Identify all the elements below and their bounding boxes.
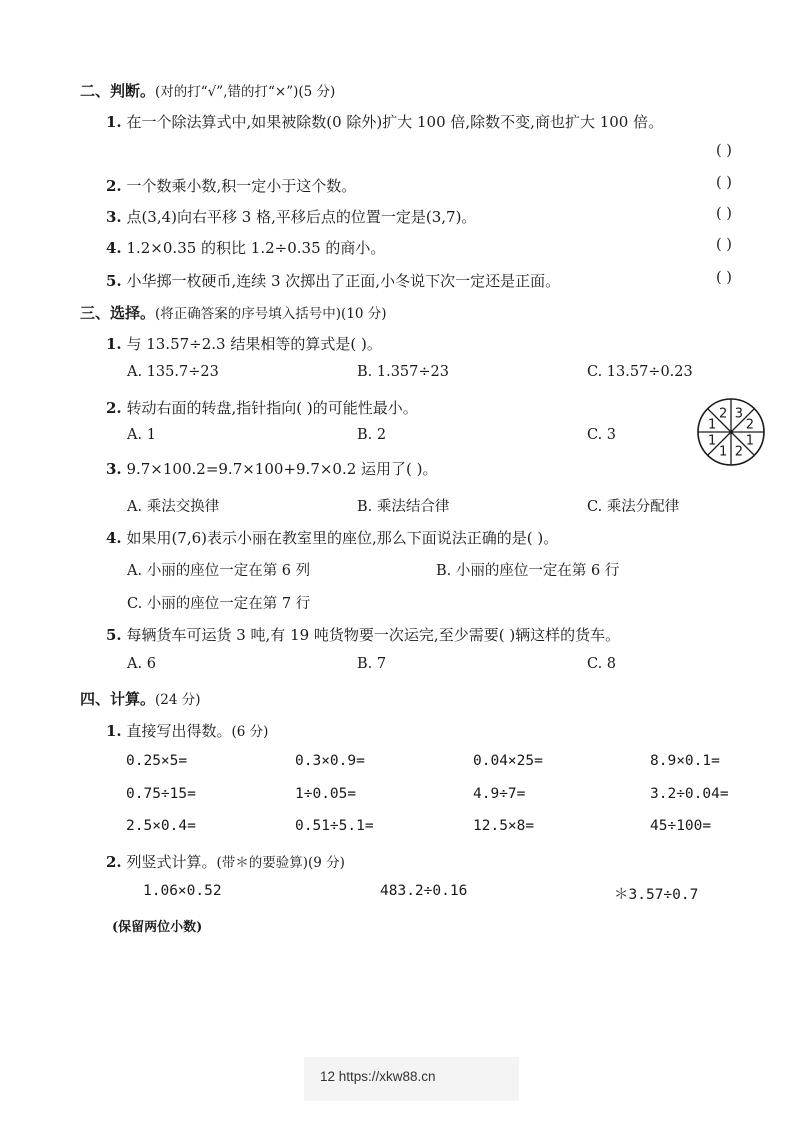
option-c[interactable]: C. 3: [587, 427, 617, 443]
section-4-note: (24 分): [155, 692, 201, 708]
spinner-sector-label: 1: [745, 433, 755, 449]
calc-cell: 0.3×0.9=: [295, 753, 365, 769]
option-a[interactable]: A. 乘法交换律: [127, 499, 220, 515]
choice-question-3: 3. 9.7×100.2=9.7×100+9.7×0.2 运用了( )。: [106, 460, 438, 478]
calc-part-2-heading: 2. 列竖式计算。(带＊的要验算)(9 分): [106, 853, 345, 871]
option-c[interactable]: C. 乘法分配律: [587, 499, 680, 515]
section-3-title: 三、选择。: [80, 304, 156, 322]
section-3-heading: [80, 302, 387, 323]
calc-cell: 0.04×25=: [473, 753, 543, 769]
vertical-calc-problem: 483.2÷0.16: [380, 883, 468, 899]
option-b[interactable]: B. 2: [357, 427, 387, 443]
calc-cell: 3.2÷0.04=: [650, 786, 729, 802]
judge-item-2: 2. 一个数乘小数,积一定小于这个数。: [106, 177, 357, 195]
vertical-calc-problem: 1.06×0.52: [143, 883, 222, 899]
answer-paren[interactable]: ( ): [716, 270, 732, 286]
calc-cell: 45÷100=: [650, 818, 712, 834]
page-footer: 12 https://xkw88.cn: [320, 1069, 436, 1084]
answer-paren[interactable]: ( ): [716, 143, 732, 159]
option-b[interactable]: B. 7: [357, 656, 387, 672]
vertical-calc-problem: ＊3.57÷0.7: [614, 887, 699, 903]
calc-cell: 12.5×8=: [473, 818, 535, 834]
choice-question-5: 5. 每辆货车可运货 3 吨,有 19 吨货物要一次运完,至少需要( )辆这样的货车。: [106, 626, 621, 644]
calc-cell: 8.9×0.1=: [650, 753, 720, 769]
spinner-sector-label: 1: [719, 444, 728, 460]
section-2-note: (对的打“√”,错的打“×”)(5 分): [155, 84, 336, 100]
option-a[interactable]: A. 小丽的座位一定在第 6 列: [127, 563, 311, 579]
option-b[interactable]: B. 乘法结合律: [357, 499, 450, 515]
spinner-sector-label: 3: [734, 406, 743, 422]
choice-question-4: 4. 如果用(7,6)表示小丽在教室里的座位,那么下面说法正确的是( )。: [106, 529, 559, 547]
spinner-sector-label: 1: [707, 433, 717, 449]
answer-paren[interactable]: ( ): [716, 237, 732, 253]
rounding-hint: (保留两位小数): [112, 920, 203, 935]
option-b[interactable]: B. 1.357÷23: [357, 364, 449, 380]
spinner-wheel: [693, 396, 769, 468]
spinner-sector-label: 2: [734, 444, 743, 460]
calc-cell: 2.5×0.4=: [126, 818, 196, 834]
judge-item-4: 4. 1.2×0.35 的积比 1.2÷0.35 的商小。: [106, 239, 386, 257]
section-2-title: 二、判断。: [80, 82, 156, 100]
judge-item-5: 5. 小华掷一枚硬币,连续 3 次掷出了正面,小冬说下次一定还是正面。: [106, 272, 561, 290]
calc-part-1-heading: 1. 直接写出得数。(6 分): [106, 722, 269, 740]
option-c[interactable]: C. 13.57÷0.23: [587, 364, 693, 380]
judge-item-1: 1. 在一个除法算式中,如果被除数(0 除外)扩大 100 倍,除数不变,商也扩大 100 倍。: [106, 113, 664, 131]
spinner-sector-label: 2: [745, 417, 755, 433]
calc-cell: 0.25×5=: [126, 753, 188, 769]
section-2-heading: [80, 80, 335, 101]
choice-question-2: 2. 转动右面的转盘,指针指向( )的可能性最小。: [106, 399, 418, 417]
calc-cell: 1÷0.05=: [295, 786, 357, 802]
calc-cell: 4.9÷7=: [473, 786, 526, 802]
option-b[interactable]: B. 小丽的座位一定在第 6 行: [436, 563, 620, 579]
option-a[interactable]: A. 6: [127, 656, 156, 672]
section-4-title: 四、计算。: [80, 690, 156, 708]
section-3-note: (将正确答案的序号填入括号中)(10 分): [155, 306, 387, 322]
spinner-sector-label: 2: [719, 406, 728, 422]
judge-item-3: 3. 点(3,4)向右平移 3 格,平移后点的位置一定是(3,7)。: [106, 208, 477, 226]
spinner-graphic: [698, 399, 764, 465]
option-c[interactable]: C. 小丽的座位一定在第 7 行: [127, 596, 311, 612]
spinner-sector-label: 1: [707, 417, 717, 433]
section-4-heading: [80, 688, 201, 709]
answer-paren[interactable]: ( ): [716, 206, 732, 222]
calc-cell: 0.51÷5.1=: [295, 818, 374, 834]
choice-question-1: 1. 与 13.57÷2.3 结果相等的算式是( )。: [106, 335, 382, 353]
calc-cell: 0.75÷15=: [126, 786, 196, 802]
option-c[interactable]: C. 8: [587, 656, 617, 672]
option-a[interactable]: A. 135.7÷23: [127, 364, 219, 380]
option-a[interactable]: A. 1: [127, 427, 156, 443]
answer-paren[interactable]: ( ): [716, 175, 732, 191]
